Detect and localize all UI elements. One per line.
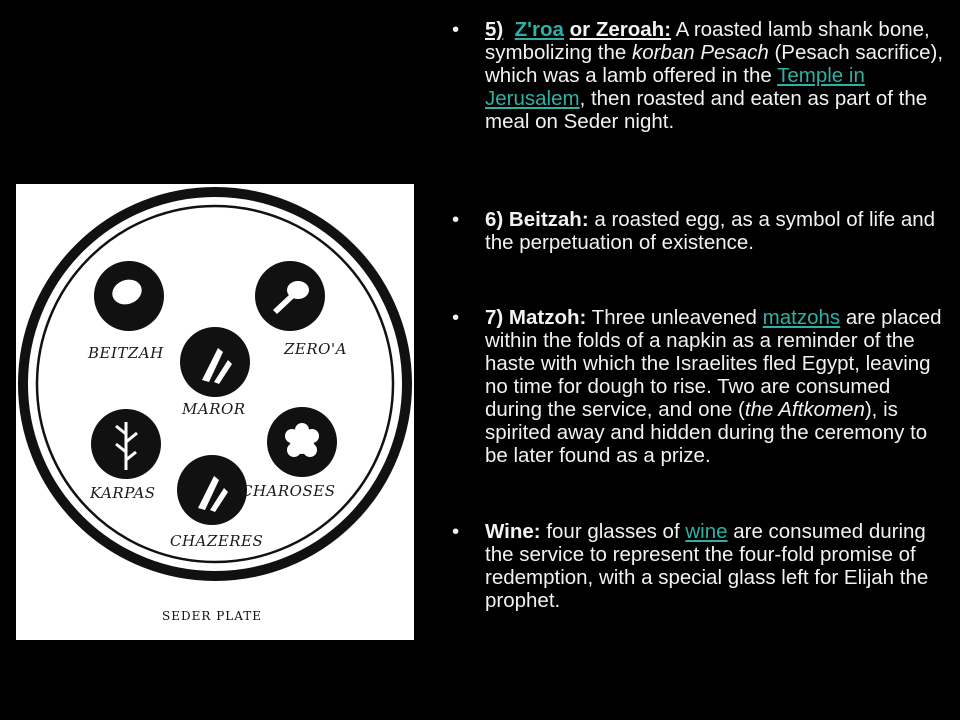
link-matzohs[interactable]: matzohs (762, 306, 841, 329)
label-beitzah: BEITZAH (88, 344, 164, 362)
item-text: , then roasted and eaten as part of the meal on Seder night. (485, 87, 928, 133)
list-item-matzoh (452, 306, 950, 467)
karpas-dish (91, 409, 161, 479)
seder-plate-image (16, 184, 414, 640)
item-text: are placed within the folds of a napkin as a reminder of the haste with which the Israelites fled Egypt, leaving no time for dough to rise. Two are consumed during the service, and one ( (485, 306, 942, 421)
label-zeroa: ZERO'A (284, 340, 347, 358)
item-text: four glasses of (540, 520, 686, 543)
chazeres-dish (177, 455, 247, 525)
list-item-wine (452, 520, 950, 612)
item-number: 5) (485, 18, 504, 41)
link-temple-in-jerusalem[interactable]: Temple in Jerusalem (485, 64, 865, 110)
label-charoses: CHAROSES (241, 482, 336, 500)
item-text: (Pesach sacrifice), which was a lamb offered in the (485, 41, 944, 87)
list-item-zeroa (452, 18, 950, 133)
link-wine[interactable]: wine (685, 520, 728, 543)
list-item-beitzah (452, 208, 950, 254)
item-emphasis: korban Pesach (631, 41, 769, 64)
label-maror: MAROR (182, 400, 246, 418)
maror-dish (180, 327, 250, 397)
bullet: • (452, 208, 460, 231)
item-text: ), is spirited away and hidden during the ceremony to be later found as a prize. (485, 398, 928, 467)
item-emphasis: the Aftkomen (744, 398, 865, 421)
item-title: 6) Beitzah: (485, 208, 589, 231)
label-karpas: KARPAS (90, 484, 156, 502)
bullet: • (452, 520, 460, 543)
plate-caption: SEDER PLATE (162, 609, 263, 623)
item-text: are consumed during the service to represent the four-fold promise of redemption, with a special glass left for Elijah the prophet. (485, 520, 929, 612)
label-chazeres: CHAZERES (170, 532, 264, 550)
item-title: 7) Matzoh: (485, 306, 587, 329)
bullet: • (452, 18, 460, 41)
item-title: Wine: (485, 520, 541, 543)
item-title: or Zeroah: (569, 18, 672, 41)
beitzah-dish (94, 261, 164, 331)
zeroa-dish (255, 261, 325, 331)
item-text: Three unleavened (586, 306, 763, 329)
charoses-dish (267, 407, 337, 477)
item-text: a roasted egg, as a symbol of life and the perpetuation of existence. (485, 208, 936, 254)
link-zroa[interactable]: Z'roa (514, 18, 564, 41)
item-text: A roasted lamb shank bone, symbolizing the (485, 18, 930, 64)
bullet: • (452, 306, 460, 329)
